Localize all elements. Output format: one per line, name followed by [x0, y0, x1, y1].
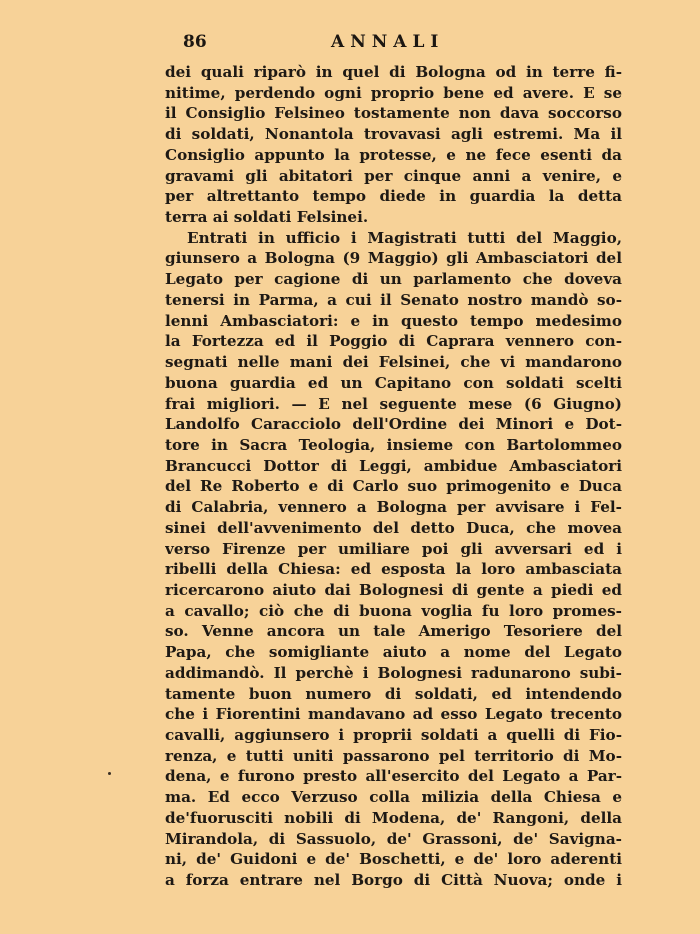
- text-line: di soldati, Nonantola trovavasi agli estremi. Ma il: [165, 125, 622, 144]
- text-line: addimandò. Il perchè i Bolognesi radunarono subi-: [165, 663, 622, 682]
- text-line: segnati nelle mani dei Felsinei, che vi mandarono: [165, 353, 622, 372]
- text-line: terra ai soldati Felsinei.: [165, 208, 369, 227]
- text-line: per altrettanto tempo diede in guardia la detta: [165, 187, 622, 206]
- text-line: so. Venne ancora un tale Amerigo Tesoriere del: [165, 622, 622, 641]
- text-line: del Re Roberto e di Carlo suo primogenito e Duca: [165, 477, 622, 496]
- text-line: gravami gli abitatori per cinque anni a venire, e: [165, 166, 622, 185]
- text-line: a cavallo; ciò che di buona voglia fu loro promes-: [165, 601, 622, 620]
- text-line: a forza entrare nel Borgo di Città Nuova; onde i: [165, 871, 622, 890]
- page-number: 86: [183, 32, 207, 52]
- text-line: dei quali riparò in quel di Bologna od in terre fi-: [165, 63, 622, 81]
- page-header: [183, 32, 623, 54]
- text-line: ni, de' Guidoni e de' Boschetti, e de' loro aderenti: [165, 850, 622, 869]
- text-line: Mirandola, di Sassuolo, de' Grassoni, de' Savigna-: [165, 829, 622, 848]
- text-line: Landolfo Caracciolo dell'Ordine dei Minori e Dot-: [165, 415, 622, 434]
- text-line: lenni Ambasciatori: e in questo tempo medesimo: [165, 311, 622, 330]
- text-line: de'fuorusciti nobili di Modena, de' Rangoni, della: [165, 808, 622, 827]
- text-line: ma. Ed ecco Verzuso colla milizia della Chiesa e: [165, 788, 622, 807]
- text-line: di Calabria, vennero a Bologna per avvisare i Fel-: [165, 498, 622, 517]
- text-line: che i Fiorentini mandavano ad esso Legato trecento: [165, 705, 622, 724]
- text-line: buona guardia ed un Capitano con soldati scelti: [165, 373, 622, 392]
- ink-speck: [108, 772, 111, 775]
- text-line: verso Firenze per umiliare poi gli avversari ed i: [165, 539, 622, 558]
- running-title: ANNALI: [331, 32, 445, 52]
- text-line: Consiglio appunto la protesse, e ne fece esenti da: [165, 145, 622, 164]
- text-line: Papa, che somigliante aiuto a nome del Legato: [165, 643, 622, 662]
- text-line: tore in Sacra Teologia, insieme con Bartolommeo: [165, 435, 622, 454]
- text-line: Legato per cagione di un parlamento che doveva: [165, 270, 622, 289]
- text-line: dena, e furono presto all'esercito del Legato a Par-: [165, 767, 622, 786]
- text-line: renza, e tutti uniti passarono pel territorio di Mo-: [165, 746, 622, 765]
- text-line: giunsero a Bologna (9 Maggio) gli Ambasciatori del: [165, 249, 622, 268]
- text-line: nitime, perdendo ogni proprio bene ed avere. E se: [165, 83, 622, 102]
- text-line: cavalli, aggiunsero i proprii soldati a quelli di Fio-: [165, 726, 622, 744]
- body-text: [165, 62, 622, 891]
- text-line: frai migliori. — E nel seguente mese (6 Giugno): [165, 394, 622, 413]
- text-line: la Fortezza ed il Poggio di Caprara vennero con-: [165, 332, 622, 351]
- text-line: sinei dell'avvenimento del detto Duca, che movea: [165, 518, 622, 537]
- text-line: Entrati in ufficio i Magistrati tutti del Maggio,: [187, 228, 622, 247]
- text-line: ricercarono aiuto dai Bolognesi di gente a piedi ed: [165, 580, 622, 599]
- text-line: tenersi in Parma, a cui il Senato nostro mandò so-: [165, 290, 622, 309]
- text-line: Brancucci Dottor di Leggi, ambidue Ambasciatori: [165, 456, 622, 475]
- text-line: il Consiglio Felsineo tostamente non dava soccorso: [165, 104, 622, 123]
- text-line: ribelli della Chiesa: ed esposta la loro ambasciata: [165, 560, 622, 579]
- text-line: tamente buon numero di soldati, ed intendendo: [165, 684, 622, 703]
